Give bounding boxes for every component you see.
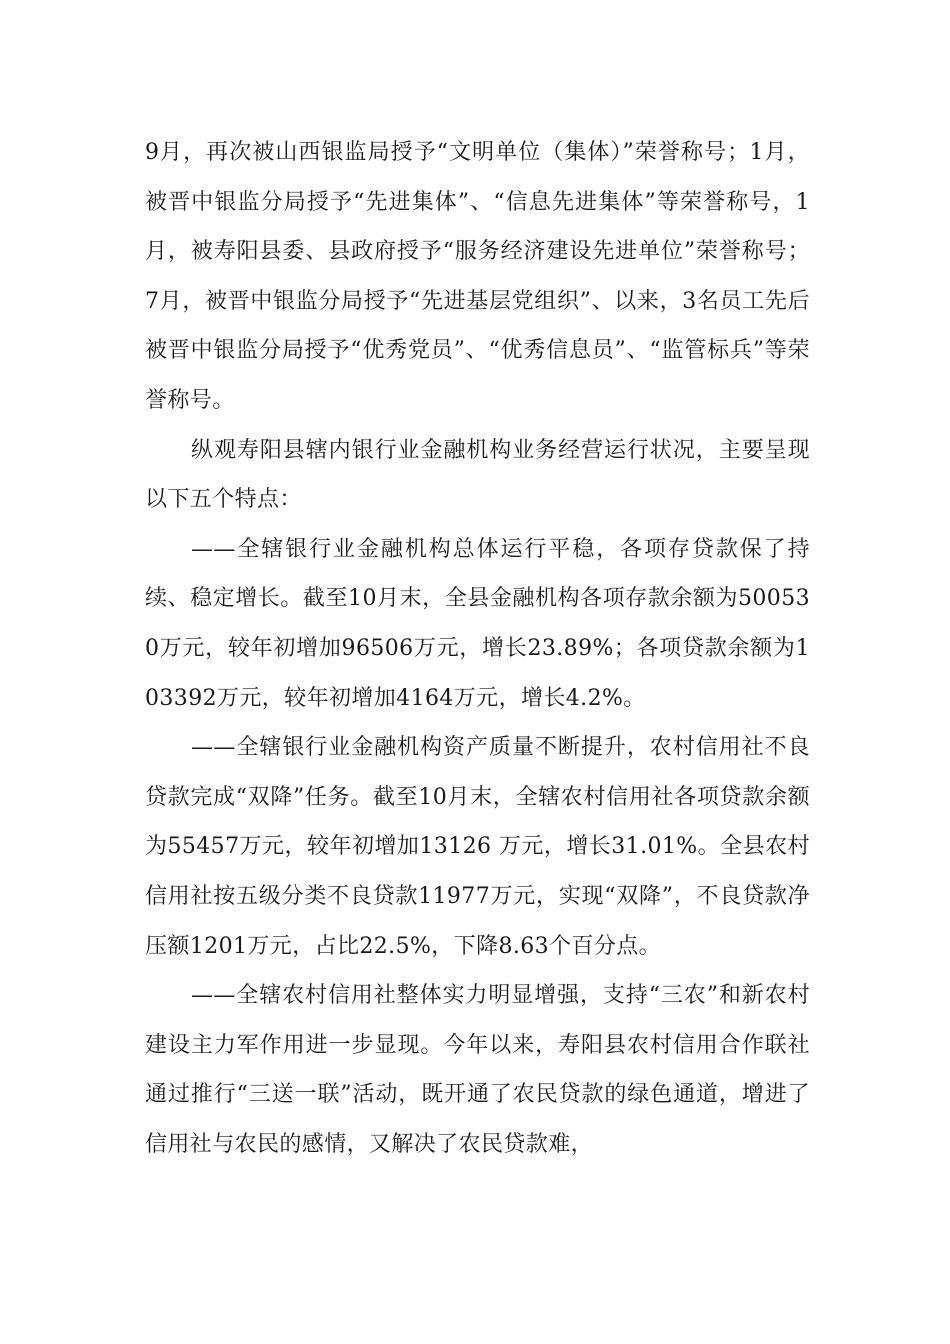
paragraph-honors: 9月，再次被山西银监局授予“文明单位（集体）”荣誉称号；1月，被晋中银监分局授予“先进集体”、“信息先进集体”等荣誉称号，1月，被寿阳县委、县政府授予“服务经济建设先进单位”荣誉称号； 7月，被晋中银监分局授予“先进基层党组织”、以来，3名员工先后被晋中银监分局授予“优秀党员”、“优秀信息员”、“监管标兵”等荣誉称号。 bbox=[145, 140, 810, 413]
paragraph-overview: 纵观寿阳县辖内银行业金融机构业务经营运行状况，主要呈现以下五个特点： bbox=[145, 437, 810, 513]
paragraph-feature-asset-quality: ——全辖银行业金融机构资产质量不断提升，农村信用社不良贷款完成“双降”任务。截至10月末，全辖农村信用社各项贷款余额为55457万元，较年初增加13126 万元，增长31.01%。全县农村信用社按五级分类不良贷款11977万元，实现“双降”，不良贷款净压额1201万元，占比22.5%，下降8.63个百分点。 bbox=[145, 735, 810, 959]
paragraph-feature-deposits-loans: ——全辖银行业金融机构总体运行平稳，各项存贷款保了持续、稳定增长。截至10月末，全县金融机构各项存款余额为500530万元，较年初增加96506万元，增长23.89%；各项贷款余额为103392万元，较年初增加4164万元，增长4.2%。 bbox=[145, 536, 810, 711]
document-body bbox=[145, 128, 810, 1169]
paragraph-feature-rural-credit: ——全辖农村信用社整体实力明显增强，支持“三农”和新农村建设主力军作用进一步显现。今年以来，寿阳县农村信用合作联社通过推行“三送一联”活动，既开通了农民贷款的绿色通道，增进了信用社与农民的感情，又解决了农民贷款难， bbox=[145, 983, 810, 1157]
